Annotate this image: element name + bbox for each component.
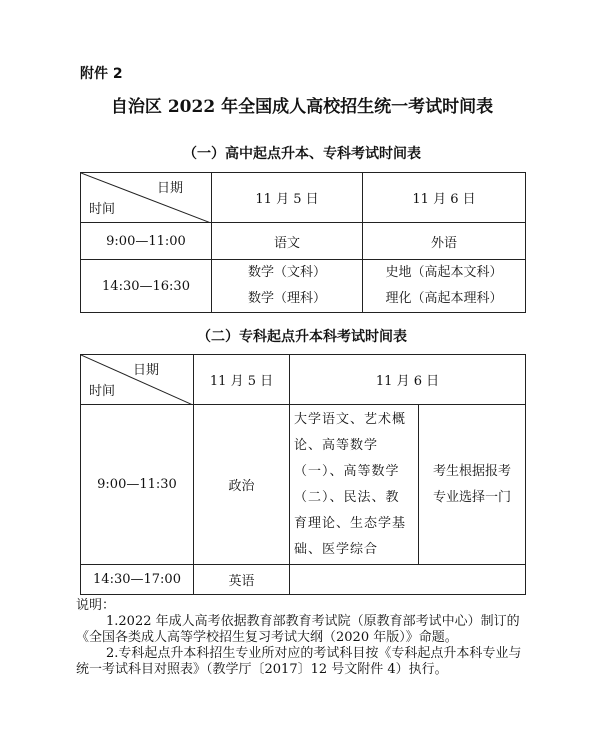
time-cell: 9:00—11:30 [81,405,194,565]
attachment-label: 附件 2 [80,66,123,82]
note-item: 2.专科起点升本科招生专业所对应的考试科目按《专科起点升本科专业与统一考试科目对照表》（教学厅〔2017〕12 号文附件 4）执行。 [76,646,522,677]
table-row [81,223,526,260]
note-item: 1.2022 年成人高考依据教育部教育考试院（原教育部考试中心）制订的《全国各类成人高等学校招生复习考试大纲（2020 年版）》命题。 [76,614,520,645]
subject-line: （一）、高等数学 [294,463,400,479]
subject-line: （二）、民法、教 [294,489,400,505]
day2-note-cell [419,405,526,565]
corner-date-label: 日期 [156,181,183,196]
day2-cell [290,565,526,595]
subject-line: 大学语文、艺术概 [294,411,407,427]
day2-header: 11 月 6 日 [290,355,526,405]
subject-line: 数学（文科） [247,265,326,280]
section1-title: （一）高中起点升本、专科考试时间表 [183,146,421,162]
schedule-table-1 [80,172,526,313]
subject-line: 础、医学综合 [294,541,379,557]
note-line: 专业选择一门 [432,489,511,505]
corner-time-label: 时间 [89,202,116,217]
day1-cell: 语文 [212,223,363,260]
notes-heading: 说明： [76,598,116,613]
time-cell: 9:00—11:00 [81,223,212,260]
table-row [81,565,526,595]
corner-date-label: 日期 [132,363,159,378]
table-row [81,260,526,313]
day2-header: 11 月 6 日 [363,173,526,223]
subject-line: 史地（高起本文科） [385,265,503,280]
document-title: 自治区 2022 年全国成人高校招生统一考试时间表 [110,97,494,117]
subject-line: 论、高等数学 [294,437,379,453]
corner-header-cell [81,173,212,223]
schedule-table-2 [80,354,526,595]
corner-time-label: 时间 [89,384,116,399]
table-row [81,405,526,565]
day1-cell: 政治 [194,405,290,565]
day2-cell: 外语 [363,223,526,260]
note-line: 考生根据报考 [432,463,511,479]
day2-cell [363,260,526,313]
day2-subjects-cell [290,405,419,565]
day1-cell: 英语 [194,565,290,595]
corner-header-cell [81,355,194,405]
day1-header: 11 月 5 日 [194,355,290,405]
notes-section [76,598,526,678]
day1-cell [212,260,363,313]
day1-header: 11 月 5 日 [212,173,363,223]
section2-title: （二）专科起点升本科考试时间表 [197,329,407,345]
time-cell: 14:30—17:00 [81,565,194,595]
subject-line: 数学（理科） [247,291,326,306]
subject-line: 理化（高起本理科） [385,291,503,306]
time-cell: 14:30—16:30 [81,260,212,313]
subject-line: 育理论、生态学基 [294,515,407,531]
